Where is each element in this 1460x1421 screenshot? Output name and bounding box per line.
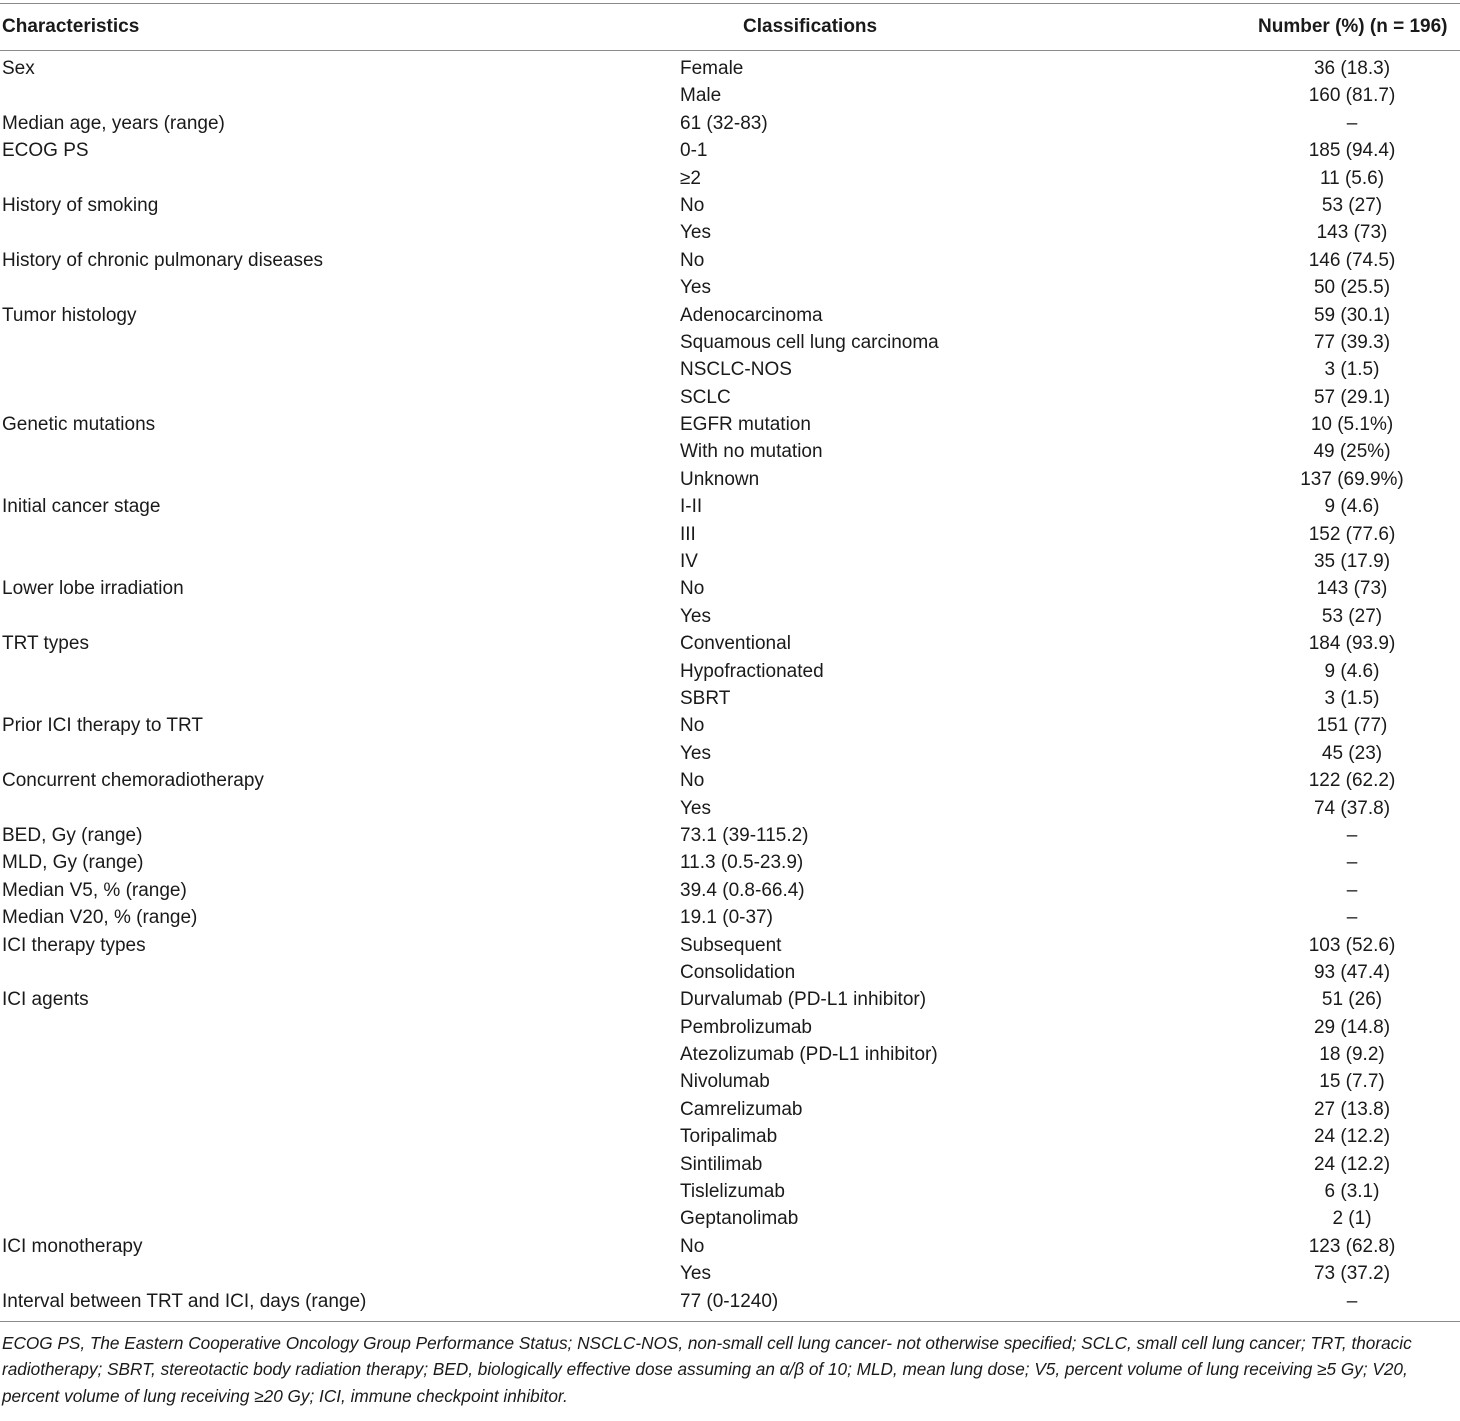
classification-cell: No: [680, 249, 705, 271]
number-cell: 24 (12.2): [1313, 1153, 1391, 1175]
characteristic-cell: History of smoking: [2, 194, 159, 216]
table-row: [0, 795, 1460, 822]
classification-cell: No: [680, 194, 705, 216]
classification-cell: Yes: [680, 605, 711, 627]
number-cell: 10 (5.1%): [1310, 414, 1394, 436]
table-row: [0, 1068, 1460, 1095]
header-number: Number (%) (n = 196): [1258, 16, 1448, 37]
characteristic-cell: Lower lobe irradiation: [2, 578, 184, 600]
table-row: [0, 329, 1460, 356]
classification-cell: Adenocarcinoma: [680, 304, 823, 326]
number-cell: 18 (9.2): [1319, 1044, 1385, 1066]
number-cell: 9 (4.6): [1324, 660, 1380, 682]
classification-cell: Subsequent: [680, 934, 782, 956]
characteristic-cell: Median V5, % (range): [2, 879, 187, 901]
table-row: [0, 137, 1460, 164]
table-row: [0, 384, 1460, 411]
table-row: [0, 630, 1460, 657]
number-cell: 11 (5.6): [1319, 167, 1385, 189]
number-cell: –: [1346, 112, 1358, 134]
classification-cell: EGFR mutation: [680, 414, 811, 436]
table-body: [0, 51, 1460, 1321]
number-cell: 36 (18.3): [1313, 58, 1391, 79]
table-footnote: ECOG PS, The Eastern Cooperative Oncology Group Performance Status; NSCLC-NOS, non-small cell lung cancer- not otherwise specified; SCLC, small cell lung cancer; TRT, thoracic radiotherapy; SBRT, stereotactic body radiation therapy; BED, biologically effective dose assuming an α/β of 10; MLD, mean lung dose; V5, percent volume of lung receiving ≥5 Gy; V20, percent volume of lung receiving ≥20 Gy; ICI, immune checkpoint inhibitor.: [2, 1332, 1412, 1406]
characteristic-cell: MLD, Gy (range): [2, 852, 144, 874]
classification-cell: NSCLC-NOS: [680, 359, 792, 381]
header-characteristics: Characteristics: [2, 16, 140, 37]
characteristic-cell: Concurrent chemoradiotherapy: [2, 770, 264, 792]
table-row: [0, 1041, 1460, 1068]
table-row: [0, 493, 1460, 520]
characteristic-cell: Prior ICI therapy to TRT: [2, 715, 203, 737]
table-row: [0, 466, 1460, 493]
table-row: [0, 932, 1460, 959]
characteristic-cell: Interval between TRT and ICI, days (range): [2, 1290, 367, 1312]
table-row: [0, 165, 1460, 192]
number-cell: 53 (27): [1321, 194, 1383, 216]
table-row: [0, 1205, 1460, 1232]
classification-cell: Camrelizumab: [680, 1098, 803, 1120]
classification-cell: 39.4 (0.8-66.4): [680, 879, 805, 901]
classification-cell: SBRT: [680, 687, 731, 709]
classification-cell: Atezolizumab (PD-L1 inhibitor): [680, 1044, 938, 1066]
classification-cell: Conventional: [680, 633, 791, 655]
number-cell: –: [1346, 824, 1358, 846]
table-row: [0, 603, 1460, 630]
number-cell: –: [1346, 907, 1358, 929]
classification-cell: I-II: [680, 496, 703, 518]
classification-cell: 0-1: [680, 140, 708, 162]
number-cell: 146 (74.5): [1308, 249, 1396, 271]
classification-cell: Squamous cell lung carcinoma: [680, 331, 939, 353]
table-row: [0, 55, 1460, 82]
classification-cell: Nivolumab: [680, 1071, 770, 1093]
table-row: [0, 986, 1460, 1013]
number-cell: 29 (14.8): [1313, 1016, 1391, 1038]
table-row: [0, 1260, 1460, 1287]
number-cell: 57 (29.1): [1313, 386, 1391, 408]
number-cell: 123 (62.8): [1308, 1235, 1396, 1257]
characteristic-cell: BED, Gy (range): [2, 824, 143, 846]
number-cell: 27 (13.8): [1313, 1098, 1391, 1120]
table-row: [0, 110, 1460, 137]
classification-cell: Tislelizumab: [680, 1181, 785, 1203]
characteristic-cell: TRT types: [2, 633, 89, 655]
characteristic-cell: ICI monotherapy: [2, 1235, 143, 1257]
number-cell: 45 (23): [1321, 742, 1383, 764]
number-cell: 24 (12.2): [1313, 1126, 1391, 1148]
classification-cell: Female: [680, 58, 744, 79]
number-cell: 93 (47.4): [1313, 961, 1391, 983]
table-row: [0, 1123, 1460, 1150]
characteristic-cell: Sex: [2, 58, 35, 79]
table-row: [0, 411, 1460, 438]
number-cell: 49 (25%): [1313, 441, 1391, 463]
table-row: [0, 822, 1460, 849]
number-cell: 160 (81.7): [1308, 85, 1396, 107]
table-row: [0, 219, 1460, 246]
number-cell: 53 (27): [1321, 605, 1383, 627]
table-row: [0, 192, 1460, 219]
classification-cell: Yes: [680, 222, 711, 244]
classification-cell: Durvalumab (PD-L1 inhibitor): [680, 989, 927, 1011]
table-row: [0, 1096, 1460, 1123]
number-cell: –: [1346, 852, 1358, 874]
classification-cell: Geptanolimab: [680, 1208, 799, 1230]
number-cell: 51 (26): [1321, 989, 1383, 1011]
classification-cell: No: [680, 715, 705, 737]
table-row: [0, 82, 1460, 109]
characteristic-cell: Genetic mutations: [2, 414, 156, 436]
characteristics-table: [0, 3, 1460, 1409]
number-cell: 74 (37.8): [1313, 797, 1391, 819]
number-cell: 184 (93.9): [1308, 633, 1396, 655]
table-row: [0, 767, 1460, 794]
number-cell: 185 (94.4): [1308, 140, 1396, 162]
characteristic-cell: ICI agents: [2, 989, 89, 1011]
characteristic-cell: ECOG PS: [2, 140, 89, 162]
classification-cell: Pembrolizumab: [680, 1016, 812, 1038]
number-cell: 77 (39.3): [1313, 331, 1391, 353]
table-row: [0, 548, 1460, 575]
classification-cell: III: [680, 523, 696, 545]
characteristic-cell: Median age, years (range): [2, 112, 225, 134]
table-row: [0, 438, 1460, 465]
table-row: [0, 740, 1460, 767]
table-row: [0, 904, 1460, 931]
table-row: [0, 1014, 1460, 1041]
number-cell: 73 (37.2): [1313, 1263, 1391, 1285]
classification-cell: Hypofractionated: [680, 660, 824, 682]
table-row: [0, 521, 1460, 548]
classification-cell: Toripalimab: [680, 1126, 778, 1148]
table-row: [0, 247, 1460, 274]
number-cell: 122 (62.2): [1308, 770, 1396, 792]
table-row: [0, 356, 1460, 383]
classification-cell: 11.3 (0.5-23.9): [680, 852, 804, 874]
number-cell: 59 (30.1): [1313, 304, 1391, 326]
classification-cell: Yes: [680, 797, 711, 819]
characteristic-cell: History of chronic pulmonary diseases: [2, 249, 324, 271]
characteristic-cell: Initial cancer stage: [2, 496, 161, 518]
number-cell: –: [1346, 879, 1358, 901]
number-cell: 3 (1.5): [1324, 359, 1380, 381]
number-cell: 151 (77): [1316, 715, 1388, 737]
classification-cell: SCLC: [680, 386, 731, 408]
classification-cell: With no mutation: [680, 441, 823, 463]
table-row: [0, 302, 1460, 329]
classification-cell: IV: [680, 551, 698, 573]
classification-cell: 77 (0-1240): [680, 1290, 779, 1312]
number-cell: 3 (1.5): [1324, 687, 1380, 709]
number-cell: 103 (52.6): [1308, 934, 1396, 956]
table-row: [0, 712, 1460, 739]
table-row: [0, 1151, 1460, 1178]
header-classifications: Classifications: [743, 16, 878, 37]
classification-cell: No: [680, 578, 705, 600]
table-header-row: [0, 4, 1460, 50]
number-cell: 143 (73): [1316, 222, 1388, 244]
characteristic-cell: Tumor histology: [2, 304, 137, 326]
table-row: [0, 685, 1460, 712]
classification-cell: Male: [680, 85, 722, 107]
number-cell: 152 (77.6): [1308, 523, 1396, 545]
table-row: [0, 658, 1460, 685]
classification-cell: Yes: [680, 277, 711, 299]
table-row: [0, 274, 1460, 301]
classification-cell: Unknown: [680, 468, 760, 490]
table-row: [0, 1233, 1460, 1260]
characteristic-cell: ICI therapy types: [2, 934, 146, 956]
classification-cell: Consolidation: [680, 961, 796, 983]
classification-cell: 61 (32-83): [680, 112, 768, 134]
classification-cell: 19.1 (0-37): [680, 907, 773, 929]
classification-cell: Yes: [680, 1263, 711, 1285]
table-row: [0, 1288, 1460, 1315]
classification-cell: 73.1 (39-115.2): [680, 824, 809, 846]
classification-cell: ≥2: [680, 167, 701, 189]
number-cell: 50 (25.5): [1313, 277, 1391, 299]
classification-cell: Yes: [680, 742, 711, 764]
number-cell: 137 (69.9%): [1300, 468, 1404, 490]
classification-cell: Sintilimab: [680, 1153, 763, 1175]
number-cell: 35 (17.9): [1313, 551, 1391, 573]
table-row: [0, 959, 1460, 986]
number-cell: 143 (73): [1316, 578, 1388, 600]
characteristic-cell: Median V20, % (range): [2, 907, 198, 929]
number-cell: –: [1346, 1290, 1358, 1312]
number-cell: 9 (4.6): [1324, 496, 1380, 518]
table-row: [0, 877, 1460, 904]
classification-cell: No: [680, 770, 705, 792]
table-row: [0, 849, 1460, 876]
number-cell: 6 (3.1): [1324, 1181, 1380, 1203]
classification-cell: No: [680, 1235, 705, 1257]
table-row: [0, 1178, 1460, 1205]
number-cell: 15 (7.7): [1319, 1071, 1385, 1093]
table-row: [0, 575, 1460, 602]
number-cell: 2 (1): [1332, 1208, 1372, 1230]
